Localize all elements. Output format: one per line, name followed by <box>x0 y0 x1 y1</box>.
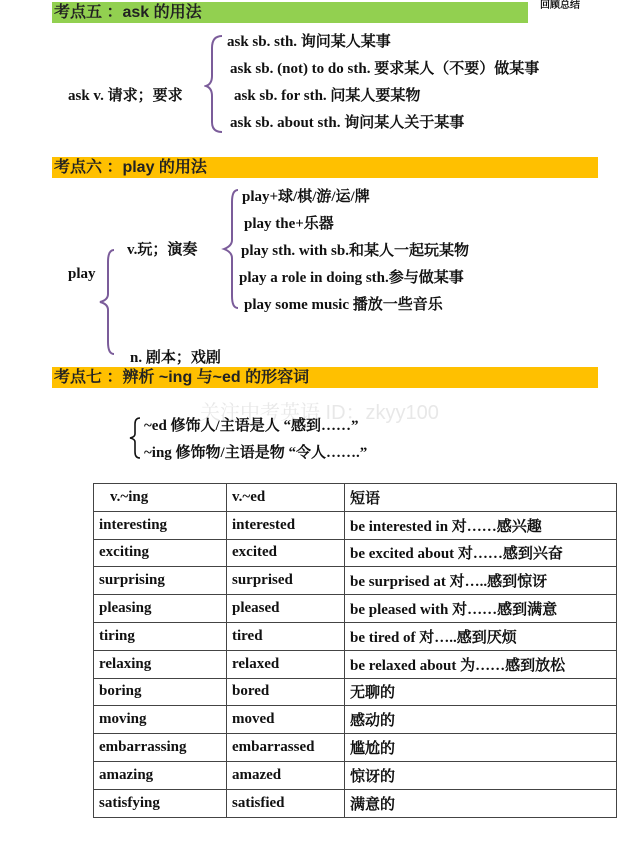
table-cell: moved <box>227 706 345 734</box>
table-cell: v.~ing <box>94 484 227 512</box>
table-cell: 惊讶的 <box>345 761 617 789</box>
ask-item: ask sb. sth. 询问某人某事 <box>227 34 391 50</box>
play-item: play sth. with sb.和某人一起玩某物 <box>241 243 469 259</box>
ing-rule: ~ing 修饰物/主语是物 “令人…….” <box>144 445 368 461</box>
table-cell: bored <box>227 678 345 706</box>
table-cell: interesting <box>94 511 227 539</box>
table-cell: boring <box>94 678 227 706</box>
table-cell: 短语 <box>345 484 617 512</box>
ask-item: ask sb. (not) to do sth. 要求某人（不要）做某事 <box>230 61 540 77</box>
table-cell: pleasing <box>94 595 227 623</box>
table-cell: 尴尬的 <box>345 734 617 762</box>
section-6-title: 考点六 ：play 的用法 <box>52 157 598 178</box>
table-row <box>94 706 617 734</box>
ask-item: ask sb. for sth. 问某人要某物 <box>234 88 421 104</box>
table-cell: interested <box>227 511 345 539</box>
table-cell: moving <box>94 706 227 734</box>
adjective-table <box>93 483 617 818</box>
play-verb: v.玩；演奏 <box>127 242 198 258</box>
table-cell: be excited about 对……感到兴奋 <box>345 539 617 567</box>
table-cell: be relaxed about 为……感到放松 <box>345 650 617 678</box>
brace-icon <box>96 248 118 356</box>
play-item: play a role in doing sth.参与做某事 <box>239 270 464 286</box>
section-7-title: 考点七 ：辨析 ~ing 与~ed 的形容词 <box>52 367 598 388</box>
table-row <box>94 567 617 595</box>
table-cell: 无聊的 <box>345 678 617 706</box>
table-cell: 感动的 <box>345 706 617 734</box>
table-cell: v.~ed <box>227 484 345 512</box>
table-row <box>94 539 617 567</box>
table-cell: exciting <box>94 539 227 567</box>
ask-head: ask v. 请求；要求 <box>68 88 183 104</box>
brace-icon <box>220 188 240 310</box>
table-cell: satisfying <box>94 789 227 817</box>
table-cell: embarrassing <box>94 734 227 762</box>
table-cell: embarrassed <box>227 734 345 762</box>
table-cell: amazed <box>227 761 345 789</box>
table-cell: amazing <box>94 761 227 789</box>
play-item: play the+乐器 <box>244 216 334 232</box>
table-cell: 满意的 <box>345 789 617 817</box>
table-cell: surprised <box>227 567 345 595</box>
table-cell: be tired of 对…..感到厌烦 <box>345 622 617 650</box>
play-head: play <box>68 266 96 282</box>
table-cell: surprising <box>94 567 227 595</box>
table-cell: satisfied <box>227 789 345 817</box>
section-5-title: 考点五 ：ask 的用法 <box>52 2 528 23</box>
table-header <box>94 484 617 512</box>
ask-item: ask sb. about sth. 询问某人关于某事 <box>230 115 465 131</box>
table-cell: be surprised at 对…..感到惊讶 <box>345 567 617 595</box>
table-cell: tired <box>227 622 345 650</box>
watermark: 关注中考英语 ID：zkyy100 <box>200 402 439 424</box>
table-cell: be pleased with 对……感到满意 <box>345 595 617 623</box>
table-cell: pleased <box>227 595 345 623</box>
table-row <box>94 761 617 789</box>
table-row <box>94 678 617 706</box>
logo: 回顾总结 <box>540 0 580 11</box>
table-cell: be interested in 对……感兴趣 <box>345 511 617 539</box>
table-row <box>94 734 617 762</box>
play-noun: n. 剧本；戏剧 <box>130 350 221 366</box>
ed-rule: ~ed 修饰人/主语是人 “感到……” <box>144 418 359 434</box>
table-cell: relaxed <box>227 650 345 678</box>
table-cell: tiring <box>94 622 227 650</box>
brace-icon <box>128 416 142 460</box>
table-row <box>94 650 617 678</box>
play-item: play some music 播放一些音乐 <box>244 297 443 313</box>
table-cell: excited <box>227 539 345 567</box>
brace-icon <box>204 34 224 134</box>
table-row <box>94 511 617 539</box>
table-cell: relaxing <box>94 650 227 678</box>
table-row <box>94 595 617 623</box>
play-item: play+球/棋/游/运/牌 <box>242 189 370 205</box>
table-row <box>94 789 617 817</box>
table-row <box>94 622 617 650</box>
